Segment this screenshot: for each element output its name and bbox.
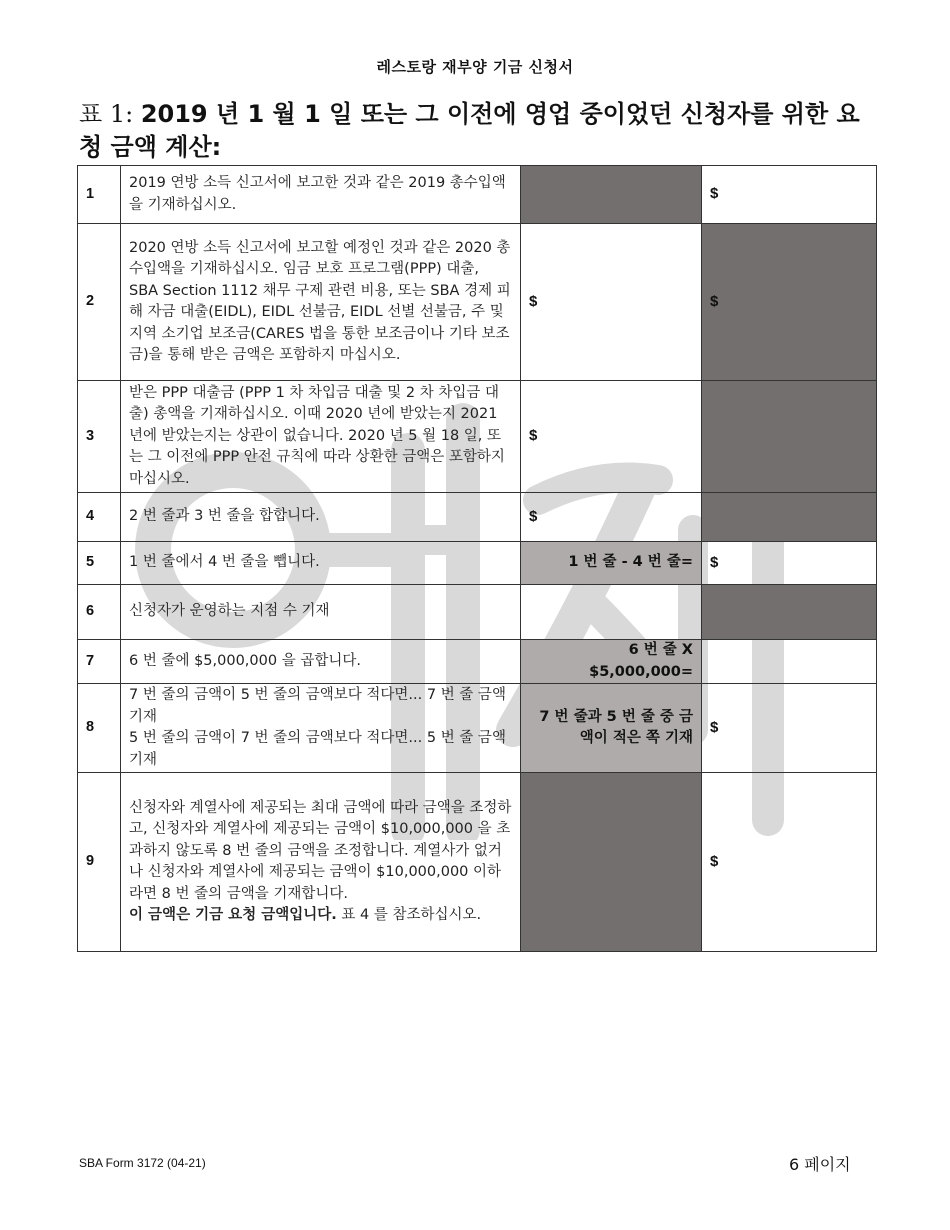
row-description: 신청자가 운영하는 지점 수 기재 (121, 585, 521, 640)
table-row (78, 640, 877, 684)
calculation-table (77, 165, 877, 952)
shaded-cell (702, 381, 877, 493)
dollar-sign: $ (710, 718, 719, 736)
row-description-line: 7 번 줄의 금액이 5 번 줄의 금액보다 적다면... 7 번 줄 금액 기재 (129, 687, 506, 725)
row-number: 9 (78, 773, 121, 952)
form-id: SBA Form 3172 (04-21) (79, 1156, 206, 1170)
row-description (121, 684, 521, 773)
formula-label: 6 번 줄 X $5,000,000= (521, 640, 702, 684)
amount-field[interactable] (702, 773, 877, 952)
row-description-line: 5 번 줄의 금액이 7 번 줄의 금액보다 적다면... 5 번 줄 금액 기재 (129, 730, 506, 768)
dollar-sign: $ (529, 292, 538, 310)
amount-field[interactable] (521, 493, 702, 542)
dollar-sign: $ (710, 553, 719, 571)
shaded-cell (521, 773, 702, 952)
table-row (78, 166, 877, 224)
row-description (121, 773, 521, 952)
dollar-sign: $ (710, 852, 719, 870)
table-heading-title: 2019 년 1 월 1 일 또는 그 이전에 영업 중이었던 신청자를 위한 요청 금액 계산: (79, 100, 860, 161)
amount-field[interactable] (702, 542, 877, 585)
row-description: 1 번 줄에서 4 번 줄을 뺍니다. (121, 542, 521, 585)
dollar-sign: $ (529, 507, 538, 525)
shaded-cell (521, 166, 702, 224)
row-description: 받은 PPP 대출금 (PPP 1 차 차입금 대출 및 2 차 차입금 대출) 총액을 기재하십시오. 이때 2020 년에 받았는지 2021 년에 받았는지는 상관이 없습니다. 2020 년 5 월 18 일, 또는 그 이전에 PPP 안전 규칙에 따라 상환한 금액은 포함하지 마십시오. (121, 381, 521, 493)
row-number: 8 (78, 684, 121, 773)
count-field[interactable] (521, 585, 702, 640)
row-number: 4 (78, 493, 121, 542)
dollar-sign: $ (710, 292, 719, 310)
amount-field[interactable] (702, 684, 877, 773)
table-row (78, 542, 877, 585)
row-description-text: 신청자와 계열사에 제공되는 최대 금액에 따라 금액을 조정하고, 신청자와 계열사에 제공되는 금액이 $10,000,000 을 초과하지 않도록 8 번 줄의 금액을 조정합니다. 계열사가 없거나 신청자와 계열사에 제공되는 금액이 $10,000,000 이하라면 8 번 줄의 금액을 기재합니다. (129, 799, 512, 902)
amount-field[interactable] (521, 224, 702, 381)
row-number: 1 (78, 166, 121, 224)
formula-label: 7 번 줄과 5 번 줄 중 금액이 적은 쪽 기재 (521, 684, 702, 773)
row-number: 3 (78, 381, 121, 493)
amount-field[interactable] (702, 640, 877, 684)
row-description: 2 번 줄과 3 번 줄을 합합니다. (121, 493, 521, 542)
table-row (78, 493, 877, 542)
amount-field[interactable] (521, 381, 702, 493)
amount-field[interactable] (702, 166, 877, 224)
table-row (78, 773, 877, 952)
row-description-tail: 표 4 를 참조하십시오. (336, 907, 482, 923)
row-description: 2020 연방 소득 신고서에 보고할 예정인 것과 같은 2020 총수입액을 기재하십시오. 임금 보호 프로그램(PPP) 대출, SBA Section 1112 채무 구제 관련 비용, 또는 SBA 경제 피해 자금 대출(EIDL), EIDL 선불금, EIDL 선별 선불금, 주 및 지역 소기업 보조금(CARES 법을 통한 보조금이나 기타 보조금)을 통해 받은 금액은 포함하지 마십시오. (121, 224, 521, 381)
shaded-cell (702, 493, 877, 542)
table-heading-prefix: 표 1: (79, 100, 141, 128)
row-description-emphasis: 이 금액은 기금 요청 금액입니다. (129, 907, 337, 923)
row-number: 2 (78, 224, 121, 381)
row-number: 6 (78, 585, 121, 640)
row-number: 5 (78, 542, 121, 585)
dollar-sign: $ (529, 427, 538, 445)
row-description: 6 번 줄에 $5,000,000 을 곱합니다. (121, 640, 521, 684)
shaded-cell (702, 585, 877, 640)
table-row (78, 381, 877, 493)
table-heading (79, 98, 869, 164)
shaded-cell (702, 224, 877, 381)
dollar-sign: $ (710, 185, 719, 203)
row-number: 7 (78, 640, 121, 684)
table-row (78, 684, 877, 773)
row-description: 2019 연방 소득 신고서에 보고한 것과 같은 2019 총수입액을 기재하십시오. (121, 166, 521, 224)
page-number: 6 페이지 (789, 1155, 851, 1174)
document-header-title: 레스토랑 재부양 기금 신청서 (376, 58, 574, 76)
table-row (78, 224, 877, 381)
formula-label: 1 번 줄 - 4 번 줄= (521, 542, 702, 585)
table-row (78, 585, 877, 640)
